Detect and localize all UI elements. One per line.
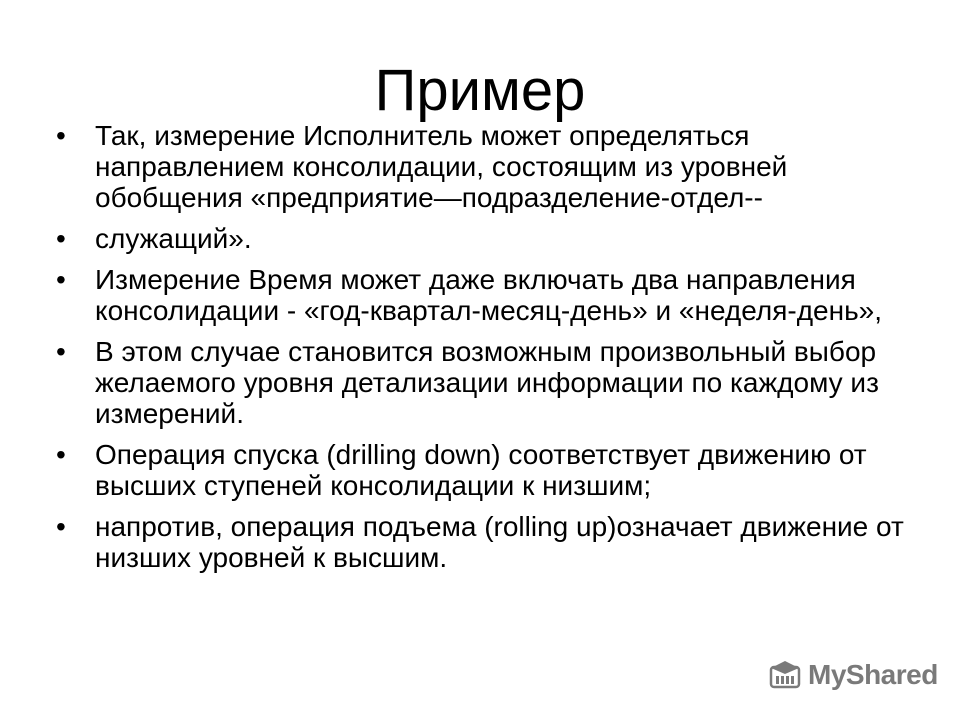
mortarboard-icon xyxy=(768,658,802,692)
bullet-dot: • xyxy=(56,336,66,367)
bullet-item xyxy=(56,120,906,213)
bullet-item xyxy=(56,336,906,429)
bullet-list xyxy=(56,120,906,583)
slide-title: Пример xyxy=(374,58,586,123)
bullet-text: служащий». xyxy=(95,223,252,254)
bullet-dot: • xyxy=(56,439,66,470)
bullet-text: В этом случае становится возможным произвольный выбор желаемого уровня детализации информации по каждому из измерений. xyxy=(95,336,879,429)
bullet-dot: • xyxy=(56,511,66,542)
bullet-text: Операция спуска (drilling down) соответствует движению от высших ступеней консолидации к низшим; xyxy=(95,439,867,501)
bullet-item xyxy=(56,439,906,501)
bullet-dot: • xyxy=(56,264,66,295)
bullet-text: Так, измерение Исполнитель может определяться направлением консолидации, состоящим из уровней обобщения «предприятие—подразделение-отдел-- xyxy=(95,120,788,213)
bullet-text: напротив, операция подъема (rolling up)означает движение от низших уровней к высшим. xyxy=(95,511,904,573)
watermark-logo[interactable] xyxy=(768,655,938,695)
bullet-text: Измерение Время может даже включать два направления консолидации - «год-квартал-месяц-день» и «неделя-день», xyxy=(95,264,883,326)
bullet-item xyxy=(56,223,906,254)
bullet-dot: • xyxy=(56,223,66,254)
bullet-dot: • xyxy=(56,120,66,151)
bullet-item xyxy=(56,511,906,573)
watermark-text: MyShared xyxy=(808,659,938,690)
bullet-item xyxy=(56,264,906,326)
